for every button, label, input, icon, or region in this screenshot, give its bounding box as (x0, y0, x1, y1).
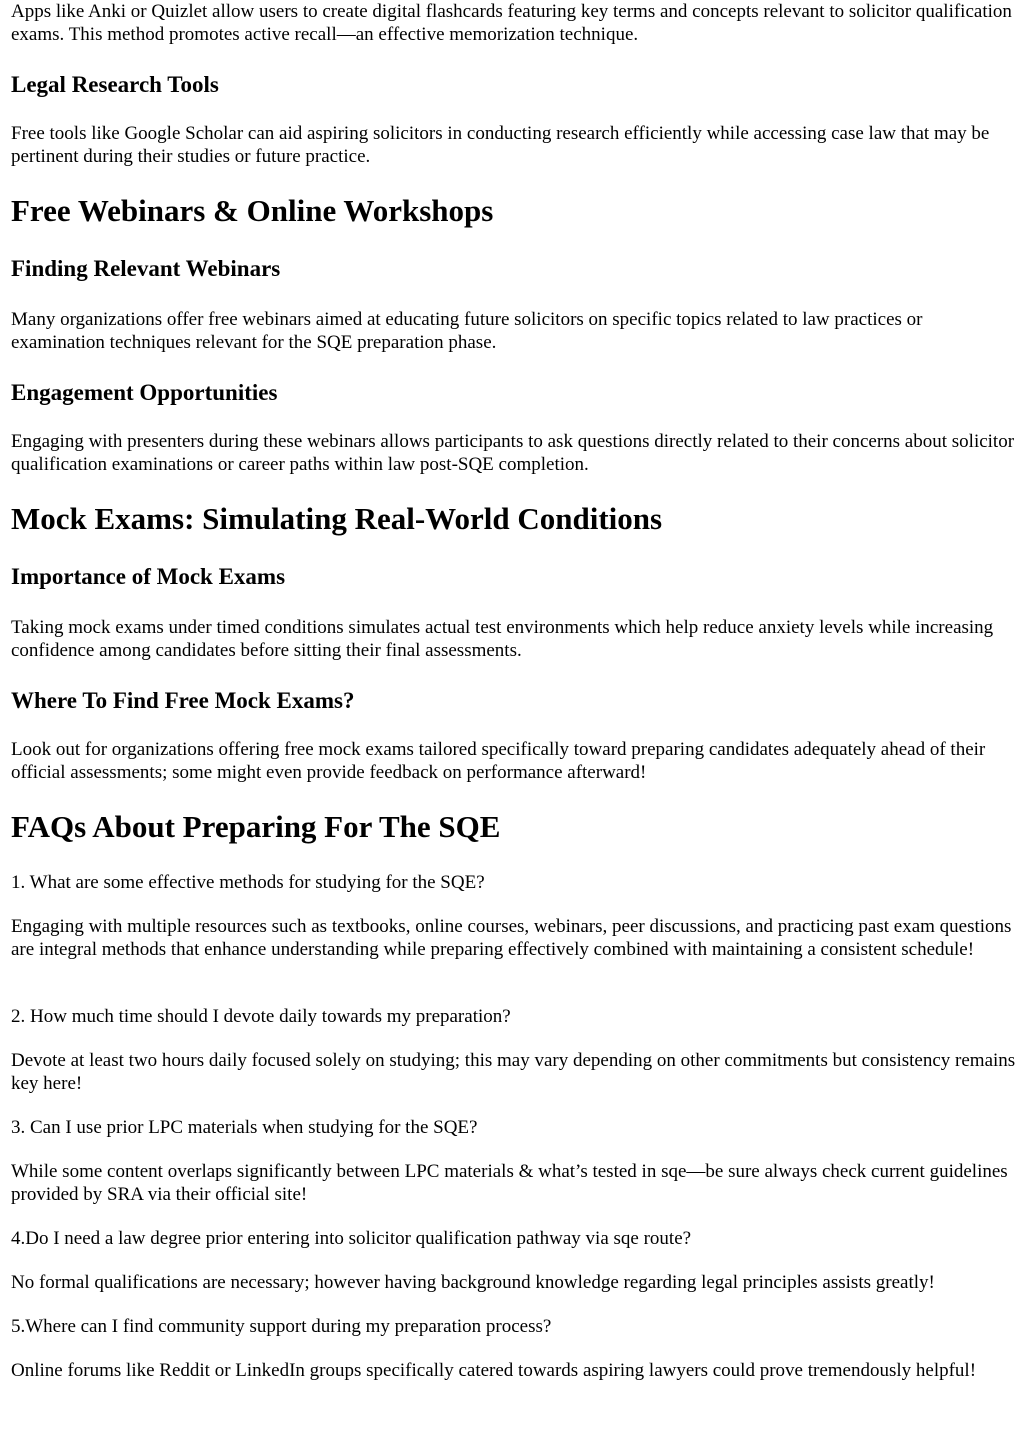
intro-paragraph: Apps like Anki or Quizlet allow users to create digital flashcards featuring key terms and concepts relevant to solicitor qualification exams. This method promotes active recall—an effective memorization technique. (11, 1, 1012, 45)
faq-question: 2. How much time should I devote daily towards my preparation? (11, 1006, 511, 1027)
mock-exams-heading: Mock Exams: Simulating Real-World Conditions (11, 501, 663, 536)
faq-answer: No formal qualifications are necessary; however having background knowledge regarding legal principles assists greatly! (11, 1272, 935, 1293)
faq-question: 5.Where can I find community support during my preparation process? (11, 1316, 552, 1337)
where-mock-paragraph: Look out for organizations offering free mock exams tailored specifically toward preparing candidates adequately ahead of their official assessments; some might even provide feedback on performance afterward! (11, 739, 986, 783)
faq-answer: Engaging with multiple resources such as textbooks, online courses, webinars, peer discussions, and practicing past exam questions are integral methods that enhance understanding while preparing effectively combined with maintaining a consistent schedule! (11, 916, 1012, 960)
faq-question: 4.Do I need a law degree prior entering into solicitor qualification pathway via sqe route? (11, 1228, 692, 1249)
legal-research-paragraph: Free tools like Google Scholar can aid aspiring solicitors in conducting research efficiently while accessing case law that may be pertinent during their studies or future practice. (11, 123, 990, 167)
faq-answer: Online forums like Reddit or LinkedIn groups specifically catered towards aspiring lawyers could prove tremendously helpful! (11, 1360, 977, 1381)
legal-research-heading: Legal Research Tools (11, 72, 219, 97)
finding-webinars-paragraph: Many organizations offer free webinars aimed at educating future solicitors on specific topics related to law practices or examination techniques relevant for the SQE preparation phase. (11, 309, 923, 353)
faqs-heading: FAQs About Preparing For The SQE (11, 809, 501, 844)
finding-webinars-heading: Finding Relevant Webinars (11, 256, 281, 281)
webinars-heading: Free Webinars & Online Workshops (11, 193, 494, 228)
faq-answer: Devote at least two hours daily focused solely on studying; this may vary depending on other commitments but consistency remains key here! (11, 1050, 1016, 1094)
faq-question: 1. What are some effective methods for studying for the SQE? (11, 872, 485, 893)
engagement-heading: Engagement Opportunities (11, 380, 278, 405)
engagement-paragraph: Engaging with presenters during these webinars allows participants to ask questions directly related to their concerns about solicitor qualification examinations or career paths within law post-SQE completion. (11, 431, 1015, 475)
importance-heading: Importance of Mock Exams (11, 564, 286, 589)
importance-paragraph: Taking mock exams under timed conditions simulates actual test environments which help reduce anxiety levels while increasing confidence among candidates before sitting their final assessments. (11, 617, 994, 661)
faq-answer: While some content overlaps significantly between LPC materials & what’s tested in sqe—be sure always check current guidelines provided by SRA via their official site! (11, 1161, 1008, 1205)
where-mock-heading: Where To Find Free Mock Exams? (11, 688, 355, 713)
faq-question: 3. Can I use prior LPC materials when studying for the SQE? (11, 1117, 478, 1138)
